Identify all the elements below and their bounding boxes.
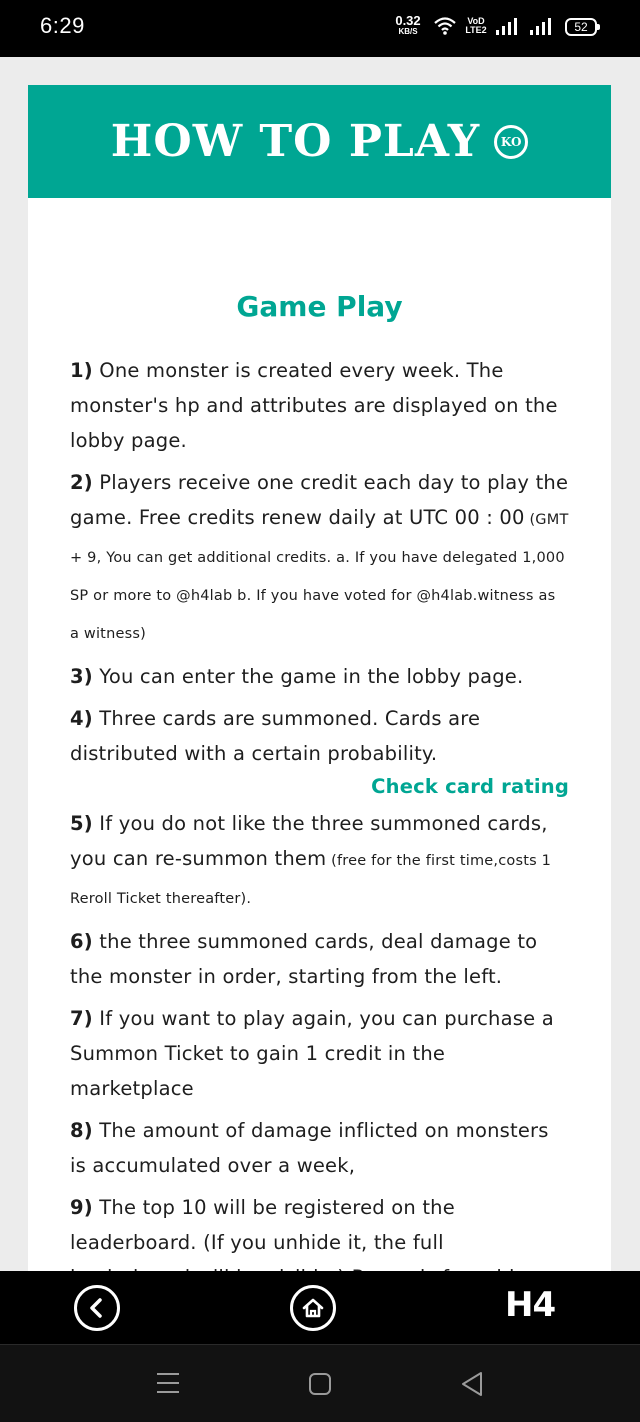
rule-text: The amount of damage inflicted on monsters is accumulated over a week, [70,1119,549,1177]
app-bottom-nav [0,1271,640,1344]
rule-item [70,353,569,458]
status-bar [0,0,640,57]
network-speed [393,15,423,37]
rule-text: the three summoned cards, deal damage to the monster in order, starting from the left. [70,930,538,988]
network-speed-value: 0.32 [395,13,421,28]
rule-number: 7) [70,1007,93,1030]
rule-item [70,1113,569,1183]
check-card-rating-link[interactable]: Check card rating [371,775,569,798]
system-nav-bar [0,1344,640,1422]
rule-item [70,924,569,994]
chevron-left-icon [87,1297,107,1319]
wifi-icon [434,16,456,36]
rule-item [70,1001,569,1106]
rule-text: One monster is created every week. The monster's hp and attributes are displayed on the lobby page. [70,359,558,452]
rule-number: 4) [70,707,93,730]
rule-text: If you want to play again, you can purchase a Summon Ticket to gain 1 credit in the marketplace [70,1007,554,1100]
how-to-play-card [28,85,611,1271]
page-title: HOW TO PLAY [110,116,481,167]
rule-number: 8) [70,1119,93,1142]
status-time: 6:29 [40,13,85,38]
rule-number: 3) [70,665,93,688]
section-title: Game Play [236,290,403,323]
rule-text: If you do not like the three summoned cards, you can re-summon them [70,812,548,870]
home-icon [301,1296,325,1320]
battery-icon: 52 [565,18,597,36]
rule-note: (GMT + 9, You can get additional credits. a. If you have delegated 1,000 SP or more to @h4lab b. If you have voted for @h4lab.witness as a witness) [70,512,569,642]
home-button[interactable] [290,1285,336,1331]
back-triangle-icon[interactable] [460,1371,484,1397]
brand-logo[interactable]: H4 [505,1285,556,1325]
home-square-icon[interactable] [308,1372,332,1396]
rule-text: Players receive one credit each day to play the game. Free credits renew daily at UTC 00 : 00 [70,471,569,529]
signal-icon [496,17,520,37]
back-button[interactable] [74,1285,120,1331]
rules-list [70,353,569,1295]
volte-bottom: LTE2 [465,25,487,35]
rule-number: 9) [70,1196,93,1219]
rule-text: The top 10 will be registered on the leaderboard. (If you unhide it, the full [70,1196,455,1254]
card-header [28,85,611,198]
volte-top: VoD [467,16,485,26]
rule-number: 2) [70,471,93,494]
signal-icon-2 [530,17,554,37]
rule-text: Three cards are summoned. Cards are distributed with a certain probability. [70,707,481,765]
rule-number: 1) [70,359,93,382]
rule-item [70,659,569,694]
language-ko-button[interactable]: KO [494,125,528,159]
rule-item [70,701,569,771]
volte-icon [465,17,487,35]
rule-number: 5) [70,812,93,835]
rule-item [70,806,569,917]
rule-note: (free for the first time,costs 1 Reroll Ticket thereafter). [70,853,552,907]
rule-item [70,465,569,652]
recents-menu-icon[interactable] [156,1372,180,1394]
network-speed-unit: KB/S [398,27,418,36]
rule-text: You can enter the game in the lobby page. [99,665,524,688]
rule-number: 6) [70,930,93,953]
